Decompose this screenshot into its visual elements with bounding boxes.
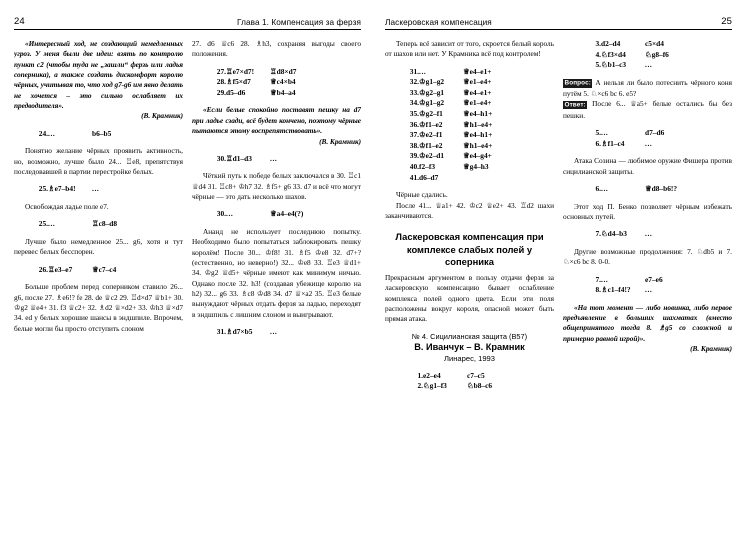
- white-move: ...: [419, 66, 427, 76]
- paragraph-col3-1: Теперь всё зависит от того, скроется белый король от шахов или нет. У Крамника всё под контролем!: [385, 39, 554, 59]
- move-number: 7.: [595, 274, 601, 284]
- move-row: [399, 67, 503, 78]
- commentary-quote-2: [192, 105, 361, 146]
- black-move: ♕e4–e1+: [463, 66, 492, 76]
- paragraph-col3-intro: Прекрасным аргументом в пользу отдачи ферзя за ласкеровскую компенсацию бывает ослабление комплекса полей одного цвета. Если эти поля расположены вокруг короля, опасной может быть прямая атака.: [385, 273, 554, 324]
- move-number: 39.: [409, 151, 419, 161]
- move-table-3-5: [581, 39, 685, 71]
- move-number: 29.: [216, 87, 226, 97]
- white-move: ♔e2–f1: [419, 130, 443, 140]
- white-move: ...: [48, 219, 56, 229]
- black-move: ♖d8×d7: [270, 66, 297, 76]
- quote-3-text: «На тот момент — либо новинка, либо первое предъявление в больших шахматах (вместо общепринятого тогда 8. ♗g5 со сложной и примерно равной игрой)».: [563, 302, 732, 343]
- black-move: ...: [645, 285, 653, 295]
- quote-1-attribution: (В. Крамник): [141, 111, 183, 121]
- black-move: ♕d8–b6!?: [645, 184, 678, 194]
- left-page-columns: [14, 39, 361, 537]
- question-paragraph: [563, 78, 732, 100]
- black-move: ♘b8–c6: [467, 381, 493, 391]
- move-table-26: [28, 265, 132, 276]
- white-move: ♔g1–g2: [419, 77, 445, 87]
- move-table-7b-8: [581, 275, 685, 296]
- move-row: [581, 285, 685, 296]
- move-number: 5.: [595, 128, 601, 138]
- answer-text: После 6... ♕a5+ белые остались бы без пешки.: [563, 99, 732, 120]
- move-row: [399, 109, 503, 120]
- move-row: [28, 219, 132, 230]
- black-move: d7–d6: [645, 128, 665, 138]
- move-number: 41.: [409, 172, 419, 182]
- folio-left: 24: [14, 16, 25, 27]
- question-text: А нельзя ли было потеснить чёрного коня путём 5. ♘×c6 bc 6. e5?: [563, 77, 732, 99]
- quote-2-text: «Если белые спокойно поставят пешку на d7 при ладье сзади, всё будет кончено, поэтому чёрные пытаются этому воспрепятствовать».: [192, 105, 361, 136]
- move-number: 6.: [595, 184, 601, 194]
- move-number: 30.: [216, 209, 226, 219]
- move-number: 24.: [38, 128, 48, 138]
- white-move: ♗d7×b5: [226, 327, 253, 337]
- move-table-5-6: [581, 128, 685, 149]
- black-move: ♕a4–e4(?): [270, 209, 304, 219]
- white-move: ...: [48, 128, 56, 138]
- column-2: [192, 39, 361, 537]
- paragraph-col1-1: Понятно желание чёрных проявить активность, но, возможно, лучше было 24... ♖e8, препятствуя последовавшей в партии перестройке белых.: [14, 146, 183, 177]
- running-head-right: [385, 16, 732, 30]
- white-move: ♔g1–g2: [419, 98, 445, 108]
- white-move: ♗f1–c4: [601, 138, 625, 148]
- move-row: [399, 151, 503, 162]
- move-number: 34.: [409, 98, 419, 108]
- black-move: ♕e4–g4+: [463, 151, 492, 161]
- white-move: ...: [226, 209, 234, 219]
- white-move: d5–d6: [226, 87, 246, 97]
- move-number: 33.: [409, 87, 419, 97]
- white-move: ♘g1–f3: [423, 381, 447, 391]
- white-move: ♖e3–e7: [48, 264, 73, 274]
- move-number: 8.: [595, 285, 601, 295]
- black-move: ♕e4–e1+: [463, 87, 492, 97]
- paragraph-col2-2: Ананд не использует последнюю попытку. Необходимо было попытаться заблокировать пешку королём! После 30... ♔f8! 31. ♗f5 ♔e8 32. d7+? (естественно, но неверно!) 32... ♔e8 33. ♖e3 ♕d1+ 34. ♔g2 ♕d5+ чёрные имеют как минимум ничью. Однако после 32. h3! (создавая убежище королю на h2) 32... g6 33. ♗c8 ♔d8 34. d7 ♕×a2 35. ♖e3 белые вынуждают чёрных отдать ферзя за ладью, переходят в эндшпиль с лишним слоном и выигрывают.: [192, 227, 361, 319]
- white-move: d6–d7: [419, 172, 439, 182]
- move-row: [206, 327, 310, 338]
- move-row: [581, 60, 685, 71]
- running-head-left: [14, 16, 361, 30]
- move-number: 3.: [595, 39, 601, 48]
- white-move: ♗f5×d7: [226, 77, 251, 87]
- move-table-7a: [581, 229, 685, 240]
- black-move: [463, 173, 503, 184]
- paragraph-col3-resign: Чёрные сдались.: [396, 190, 448, 200]
- move-number: 30.: [216, 153, 226, 163]
- move-row: [399, 162, 503, 173]
- move-table-6b: [581, 184, 685, 195]
- black-move: ...: [92, 184, 100, 194]
- move-row: [399, 77, 503, 88]
- move-number: 5.: [595, 60, 601, 70]
- move-number: 40.: [409, 162, 419, 172]
- paragraph-col2-1: Чёткий путь к победе белых заключался в 30. ♖c1 ♕d4 31. ♖c8+ ♔h7 32. ♗f5+ g6 33. d7 и всё что могут чёрные — это дать несколько шахов.: [192, 171, 361, 202]
- move-row: [581, 50, 685, 61]
- move-number: 4.: [595, 49, 601, 59]
- page-right: [373, 0, 746, 540]
- white-move: ♔f1–e2: [419, 140, 443, 150]
- black-move: ♕e1–e4+: [463, 77, 492, 87]
- move-table-30a: [206, 154, 310, 165]
- move-number: 26.: [38, 264, 48, 274]
- quote-2-attribution: (В. Крамник): [319, 136, 361, 146]
- move-row: [581, 229, 685, 240]
- move-row: [581, 128, 685, 139]
- move-row: [403, 371, 507, 382]
- move-number: 7.: [595, 229, 601, 239]
- black-move: b6–b5: [92, 128, 112, 138]
- move-number: 35.: [409, 109, 419, 119]
- black-move: ♕e4–h1+: [463, 109, 493, 119]
- move-number: 31.: [216, 327, 226, 337]
- move-number: 27.: [216, 66, 226, 76]
- move-number: 25.: [38, 184, 48, 194]
- black-move: c7–c5: [467, 370, 485, 380]
- black-move: ...: [645, 138, 653, 148]
- move-table-31: [206, 327, 310, 338]
- section-heading: Ласкеровская компенсация при комплексе слабых полей у соперника: [395, 231, 544, 268]
- black-move: ♕b4–a4: [270, 87, 296, 97]
- white-move: ♘f3×d4: [601, 49, 626, 59]
- running-title-left: Глава 1. Компенсация за ферзя: [237, 18, 361, 27]
- black-move: ♕c7–c4: [92, 264, 117, 274]
- paragraph-col4-1: Атака Созина — любимое оружие Фишера против сицилианской защиты.: [563, 156, 732, 176]
- white-move: ♘b1–c3: [601, 60, 627, 70]
- black-move: ♕c4×b4: [270, 77, 296, 87]
- move-row: [206, 67, 310, 78]
- move-table-24: [28, 129, 132, 140]
- commentary-quote-1: [14, 39, 183, 122]
- black-move: ...: [645, 229, 653, 239]
- white-move: ♖e7×d7!: [226, 66, 255, 76]
- white-move: ♗c1–f4!?: [601, 285, 631, 295]
- move-row: [403, 381, 507, 392]
- move-row: [399, 173, 503, 184]
- move-number: 31.: [409, 66, 419, 76]
- black-move: ♘g8–f6: [645, 49, 669, 59]
- move-row: [581, 275, 685, 286]
- white-move: ♘d4–b3: [601, 229, 627, 239]
- white-move: f2–f3: [419, 162, 436, 172]
- move-number: 28.: [216, 77, 226, 87]
- move-row: [581, 139, 685, 150]
- paragraph-col4-2: Этот ход П. Бенко позволяет чёрным избежать основных путей.: [563, 201, 732, 221]
- black-move: ...: [645, 60, 653, 70]
- answer-paragraph: [563, 99, 732, 121]
- column-4: [563, 39, 732, 537]
- move-row: [206, 88, 310, 99]
- move-number: 25.: [38, 219, 48, 229]
- white-move: ♔g2–f1: [419, 109, 443, 119]
- black-move: ♖c8–d8: [92, 219, 118, 229]
- quote-3-attribution: (В. Крамник): [690, 344, 732, 354]
- white-move: ♗e7–b4!: [48, 184, 76, 194]
- white-move: e2–e4: [423, 370, 441, 380]
- move-row: [206, 209, 310, 220]
- black-move: ♕h1–e4+: [463, 119, 493, 129]
- white-move: ♖d1–d3: [226, 153, 252, 163]
- move-row: [581, 39, 685, 50]
- white-move: ♔e2–d1: [419, 151, 445, 161]
- move-number: 36.: [409, 119, 419, 129]
- move-table-25a: [28, 184, 132, 195]
- move-number: 32.: [409, 77, 419, 87]
- black-move: c5×d4: [645, 39, 664, 48]
- question-label: Вопрос:: [564, 79, 591, 87]
- black-move: ♕e4–h1+: [463, 130, 493, 140]
- right-page-columns: [385, 39, 732, 537]
- paragraph-col1-4: Больше проблем перед соперником ставило 26... g6, после 27. ♗e6!? fe 28. de ♕c2 29. ♖d×d7 ♕b1+ 30. ♔g2 ♕e4+ 31. f3 ♕c2+ 32. ♗d2 ♕×d2+ 33. ♔h3 ♕×d7 34. ed у белых хорошие шансы в эндшпиле. Впрочем, белые могли бы просто отступить слоном: [14, 282, 183, 333]
- move-row: [206, 77, 310, 88]
- running-title-right: Ласкеровская компенсация: [385, 18, 492, 27]
- move-table-27-29: [206, 67, 310, 99]
- white-move: ...: [601, 128, 609, 138]
- move-row: [28, 184, 132, 195]
- white-move: ...: [601, 184, 609, 194]
- move-number: 37.: [409, 130, 419, 140]
- paragraph-col4-3: Другие возможные продолжения: 7. ♘db5 и 7. ♘×c6 bc 8. 0-0.: [563, 246, 732, 267]
- black-move: ♕g4–h3: [463, 162, 489, 172]
- column-3: [385, 39, 554, 537]
- paragraph-col1-2: Освобождая ладье поле e7.: [25, 201, 109, 211]
- move-row: [399, 120, 503, 131]
- move-row: [399, 98, 503, 109]
- move-table-25b: [28, 219, 132, 230]
- quote-1-text: «Интересный ход, не создающий немедленных угроз. У меня были две идеи: взять по контролю пункт с2 (чтобы туда не „зашли“ ферзь или ладья соперника), а также создать дискомфорт королю чёрных, учитывая то, что ход g7-g6 им явно делать не хочется – это сильно ослабляет их предводителя».: [14, 39, 183, 111]
- move-table-opening: [403, 371, 507, 392]
- move-row: [206, 154, 310, 165]
- move-table-30b: [206, 209, 310, 220]
- black-move: ...: [270, 327, 278, 337]
- paragraph-col2-continued: 27. d6 ♕c6 28. ♗h3, сохраняя выгоды своего положения.: [192, 39, 361, 59]
- move-row: [399, 141, 503, 152]
- move-row: [399, 130, 503, 141]
- black-move: ♕h1–e4+: [463, 140, 493, 150]
- commentary-quote-3: [563, 303, 732, 355]
- move-row: [28, 265, 132, 276]
- move-row: [581, 184, 685, 195]
- game-players: В. Иванчук – В. Крамник: [414, 342, 525, 353]
- move-number: 6.: [595, 138, 601, 148]
- move-table-31-41: [399, 67, 503, 184]
- white-move: ♔f1–e2: [419, 119, 443, 129]
- move-number: 1.: [417, 370, 423, 380]
- move-row: [28, 129, 132, 140]
- move-row: [399, 88, 503, 99]
- white-move: ♔g2–g1: [419, 87, 445, 97]
- paragraph-col1-3: Лучше было немедленное 25... g6, хотя и тут перевес белых бесспорен.: [14, 236, 183, 257]
- game-number-and-opening: № 4. Сицилианская защита (B57): [411, 331, 528, 341]
- black-move: ...: [270, 153, 278, 163]
- game-place-year: Линарес, 1993: [444, 353, 495, 363]
- move-number: 38.: [409, 140, 419, 150]
- answer-label: Ответ:: [564, 101, 586, 109]
- move-number: 2.: [417, 381, 423, 391]
- black-move: ♕e1–e4+: [463, 98, 492, 108]
- folio-right: 25: [721, 16, 732, 27]
- paragraph-col3-analysis: После 41... ♕a1+ 42. ♔c2 ♕e2+ 43. ♖d2 шахи заканчиваются.: [385, 200, 554, 220]
- white-move: d2–d4: [601, 39, 621, 48]
- black-move: e7–e6: [645, 274, 663, 284]
- column-1: [14, 39, 183, 537]
- white-move: ...: [601, 274, 609, 284]
